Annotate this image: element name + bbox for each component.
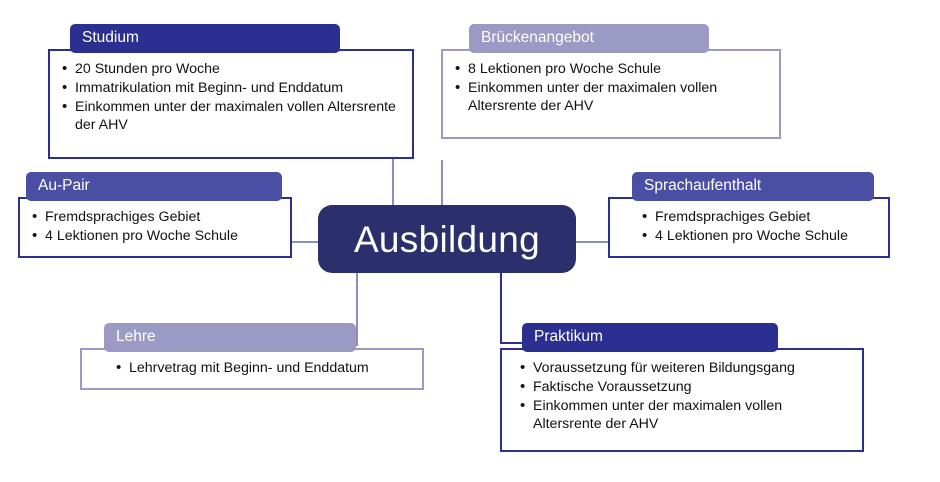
list-item: • Fremdsprachiges Gebiet bbox=[640, 209, 878, 227]
branch-sprachaufenthalt bbox=[608, 172, 890, 258]
list-item: • Lehrvetrag mit Beginn- und Enddatum bbox=[114, 360, 412, 378]
center-node-label: Ausbildung bbox=[353, 218, 541, 260]
branch-brueckenangebot-items bbox=[453, 61, 769, 116]
connector-sprachaufenthalt bbox=[576, 241, 612, 243]
branch-praktikum-header[interactable]: Praktikum bbox=[522, 323, 778, 352]
branch-praktikum-body bbox=[500, 348, 864, 452]
list-item: • Immatrikulation mit Beginn- und Enddatum bbox=[60, 80, 402, 98]
list-item: • Voraussetzung für weiteren Bildungsgang bbox=[518, 360, 852, 378]
branch-brueckenangebot bbox=[441, 24, 781, 139]
branch-au-pair-body bbox=[18, 197, 292, 258]
branch-brueckenangebot-header[interactable]: Brückenangebot bbox=[469, 24, 709, 53]
list-item: • Einkommen unter der maximalen vollen Altersrente der AHV bbox=[518, 398, 852, 434]
branch-lehre-header[interactable]: Lehre bbox=[104, 323, 356, 352]
list-item: • 4 Lektionen pro Woche Schule bbox=[640, 228, 878, 246]
branch-studium-items bbox=[60, 61, 402, 135]
branch-au-pair bbox=[18, 172, 292, 258]
branch-studium-header[interactable]: Studium bbox=[70, 24, 340, 53]
list-item: • Fremdsprachiges Gebiet bbox=[30, 209, 280, 227]
branch-sprachaufenthalt-body bbox=[608, 197, 890, 258]
branch-studium bbox=[48, 24, 414, 159]
list-item: • 20 Stunden pro Woche bbox=[60, 61, 402, 79]
list-item: • Einkommen unter der maximalen vollen Altersrente der AHV bbox=[60, 99, 402, 135]
center-node[interactable] bbox=[318, 205, 576, 273]
list-item: • 8 Lektionen pro Woche Schule bbox=[453, 61, 769, 79]
branch-sprachaufenthalt-header[interactable]: Sprachaufenthalt bbox=[632, 172, 874, 201]
list-item: • Einkommen unter der maximalen vollen Altersrente der AHV bbox=[453, 80, 769, 116]
branch-brueckenangebot-body bbox=[441, 49, 781, 139]
branch-studium-body bbox=[48, 49, 414, 159]
branch-sprachaufenthalt-items bbox=[620, 209, 878, 246]
branch-lehre bbox=[80, 323, 424, 390]
branch-lehre-items bbox=[92, 360, 412, 378]
list-item: • Faktische Voraussetzung bbox=[518, 379, 852, 397]
branch-praktikum bbox=[500, 323, 864, 452]
branch-au-pair-items bbox=[30, 209, 280, 246]
list-item: • 4 Lektionen pro Woche Schule bbox=[30, 228, 280, 246]
branch-au-pair-header[interactable]: Au-Pair bbox=[26, 172, 282, 201]
branch-lehre-body bbox=[80, 348, 424, 390]
branch-praktikum-items bbox=[518, 360, 852, 434]
